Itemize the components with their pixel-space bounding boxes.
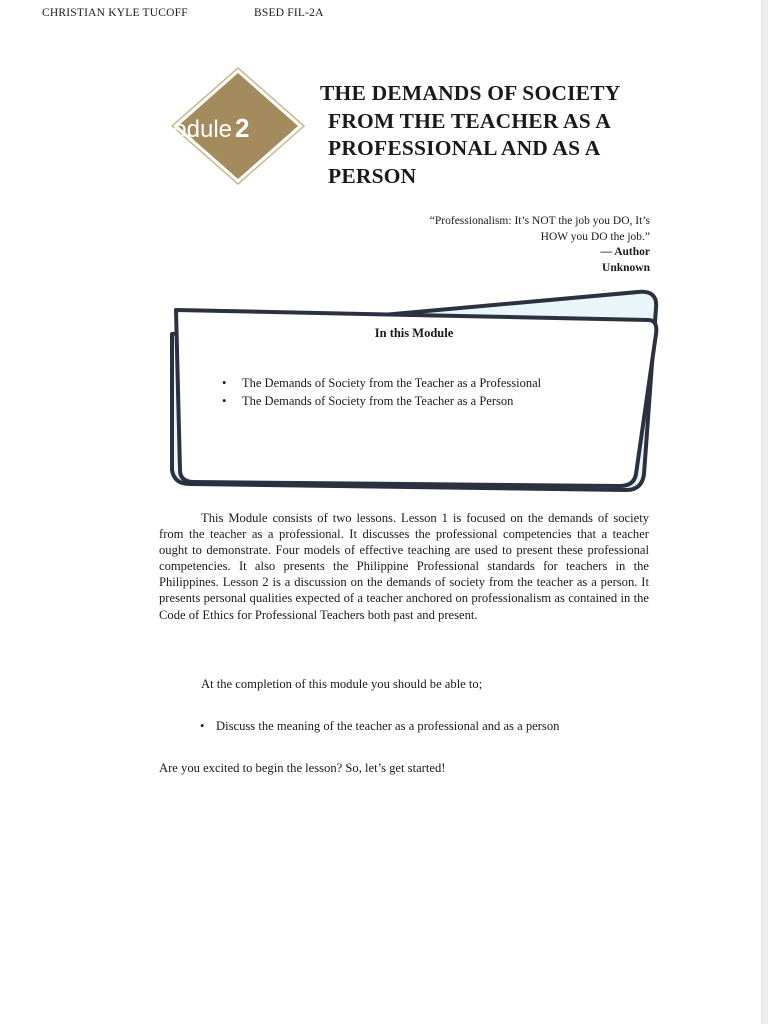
box-topic-item: • The Demands of Society from the Teacher as a Person — [220, 392, 541, 410]
module-badge-word: Module — [153, 116, 232, 143]
title-line: THE DEMANDS OF SOCIETY — [320, 81, 621, 105]
quote-line: HOW you DO the job.” — [540, 230, 650, 243]
completion-intro: At the completion of this module you should be able to; — [201, 677, 483, 691]
objective-item: • Discuss the meaning of the teacher as a professional and as a person — [198, 719, 559, 734]
course-section: BSED FIL-2A — [254, 7, 324, 19]
quote-attribution: Unknown — [602, 261, 650, 274]
intro-paragraph: This Module consists of two lessons. Lesson 1 is focused on the demands of society from the teacher as a professional. It discusses the professional competencies that a teacher ought to demonstrate. Four models of effective teaching are used to present these professional competencies. It also presents the Philippine Professional standards for teachers in the Philippines. Lesson 2 is a discussion on the demands of society from the teacher as a person. It presents personal qualities expected of a teacher anchored on professionalism as contained in the Code of Ethics for Professional Teachers both past and present. — [159, 511, 649, 622]
student-name: CHRISTIAN KYLE TUCOFF — [42, 7, 188, 19]
page-edge-shadow — [761, 0, 768, 1024]
title-line: PERSON — [328, 163, 417, 188]
quote-line: “Professionalism: It’s NOT the job you DO, It’s — [429, 215, 650, 227]
box-topic-list — [220, 374, 541, 410]
closing-line: Are you excited to begin the lesson? So, let’s get started! — [159, 761, 446, 775]
module-contents-box — [160, 284, 668, 496]
module-title — [320, 80, 680, 190]
title-line: PROFESSIONAL AND AS A — [328, 136, 601, 160]
box-heading: In this Module — [374, 326, 454, 340]
quote-attribution: — Author — [600, 246, 650, 258]
title-line: FROM THE TEACHER AS A — [328, 108, 611, 133]
module-badge-number: 2 — [235, 113, 250, 143]
module-badge — [153, 64, 308, 188]
epigraph-quote — [330, 214, 650, 276]
box-topic-item: • The Demands of Society from the Teacher as a Professional — [220, 374, 541, 392]
